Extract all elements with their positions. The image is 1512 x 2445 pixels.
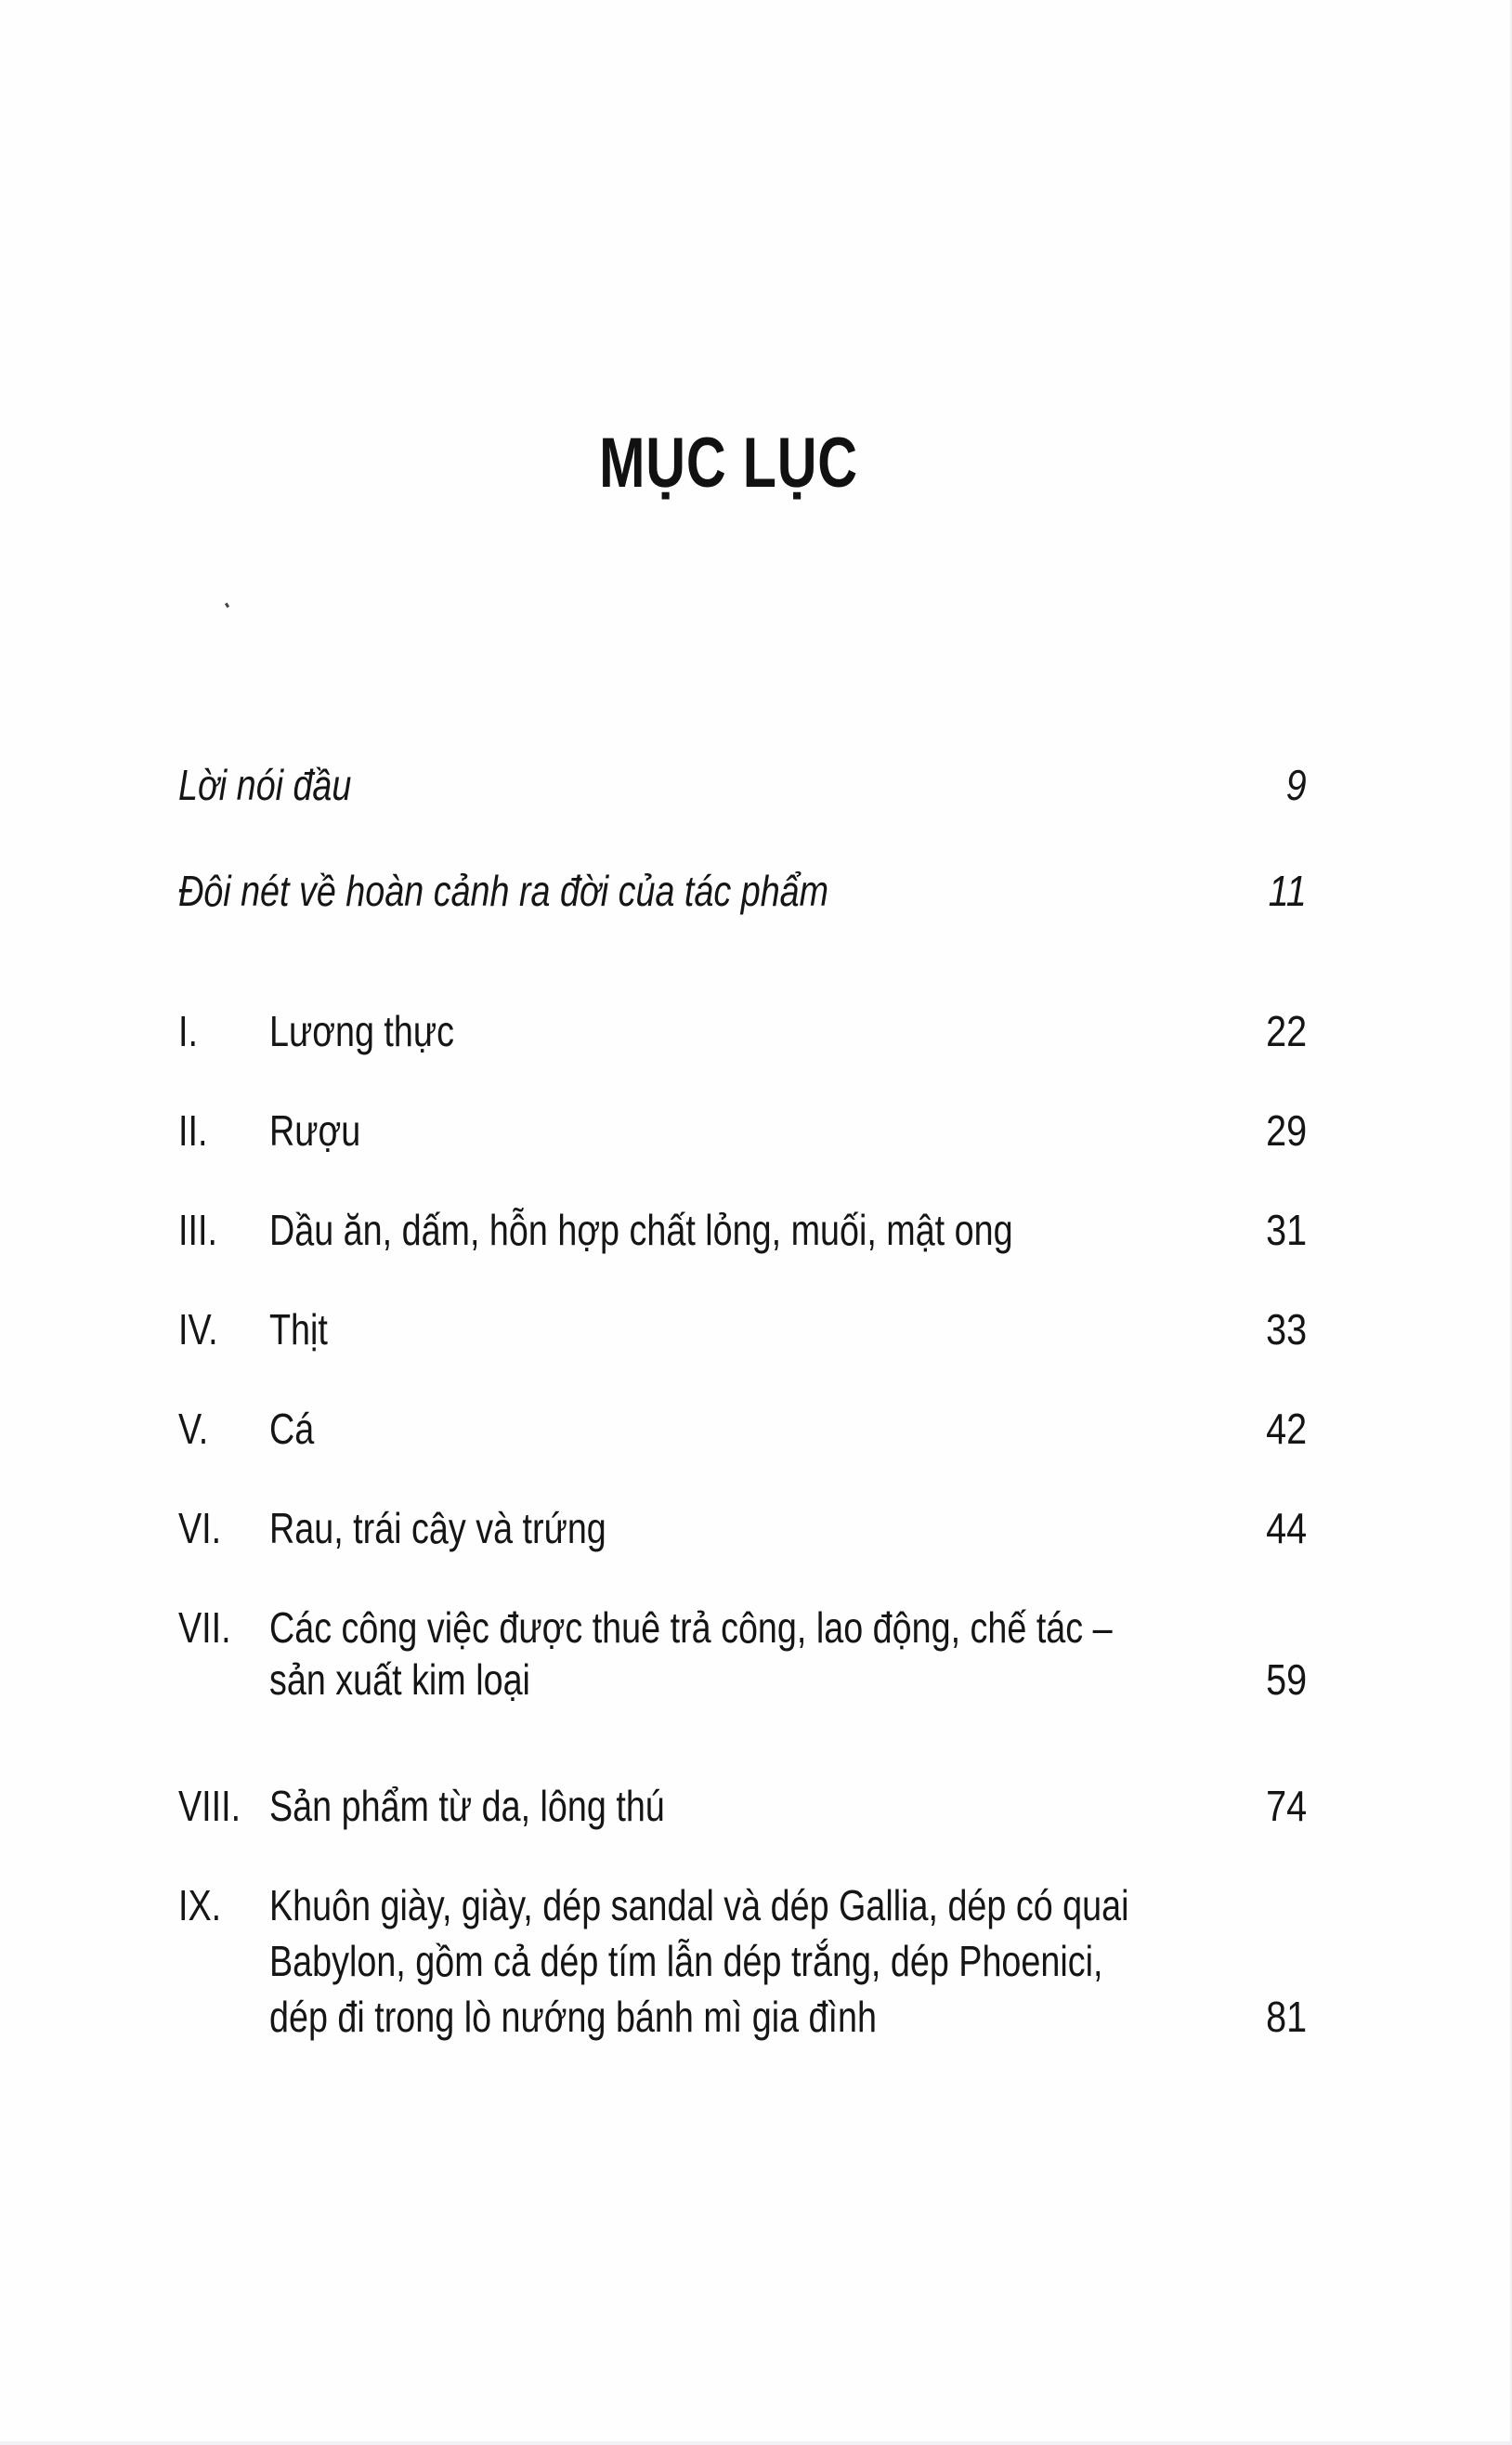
toc-entry-title: Đôi nét về hoàn cảnh ra đời của tác phẩm (178, 867, 829, 915)
chapter-title-line: Các công việc được thuê trả công, lao động, chế tác – (269, 1603, 1113, 1652)
toc-entry-page: 9 (1285, 761, 1307, 809)
chapter-page: 59 (1265, 1655, 1307, 1704)
chapter-number: VI. (178, 1504, 222, 1552)
chapter-page: 44 (1265, 1504, 1307, 1552)
chapter-number: VII. (178, 1603, 231, 1652)
page-title: MỤC LỤC (599, 424, 858, 503)
chapter-title (269, 1006, 1031, 1058)
chapter-page: 33 (1265, 1305, 1307, 1353)
chapter-title-line: Thịt (269, 1305, 328, 1353)
chapter-title-line: Khuôn giày, giày, dép sandal và dép Gallia, dép có quai (269, 1881, 1129, 1929)
chapter-title-line: sản xuất kim loại (269, 1655, 530, 1704)
chapter-number: II. (178, 1106, 208, 1155)
chapter-number: III. (178, 1206, 217, 1254)
chapter-title (269, 1880, 1129, 2047)
chapter-title (269, 1781, 1031, 1833)
chapter-number: IV. (178, 1305, 218, 1353)
chapter-number: I. (178, 1007, 198, 1055)
chapter-title-line: Lương thực (269, 1007, 454, 1055)
chapter-number: V. (178, 1405, 209, 1453)
page-bottom-edge (0, 2441, 1512, 2445)
chapter-page: 42 (1265, 1405, 1307, 1453)
toc-entry-page: 11 (1268, 867, 1307, 915)
chapter-page: 31 (1265, 1206, 1307, 1254)
chapter-page: 81 (1265, 1993, 1307, 2041)
chapter-page: 29 (1265, 1106, 1307, 1155)
toc-entry-title: Lời nói đầu (178, 761, 352, 809)
chapter-title (269, 1404, 1031, 1456)
chapter-title-line: dép đi trong lò nướng bánh mì gia đình (269, 1993, 877, 2041)
chapter-title-line: Rượu (269, 1106, 361, 1155)
chapter-title-line: Cá (269, 1405, 315, 1453)
chapter-title-line: Babylon, gồm cả dép tím lẫn dép trắng, dép Phoenici, (269, 1937, 1103, 1985)
chapter-title (269, 1205, 1031, 1257)
chapter-title (269, 1503, 1031, 1555)
chapter-title-line: Rau, trái cây và trứng (269, 1504, 606, 1552)
chapter-title-line: Sản phẩm từ da, lông thú (269, 1782, 665, 1830)
chapter-number: VIII. (178, 1782, 241, 1830)
chapter-title (269, 1602, 1113, 1706)
chapter-title (269, 1304, 1031, 1356)
chapter-page: 22 (1265, 1007, 1307, 1055)
chapter-title-line: Dầu ăn, dấm, hỗn hợp chất lỏng, muối, mật ong (269, 1206, 1013, 1254)
chapter-page: 74 (1265, 1782, 1307, 1830)
chapter-title (269, 1105, 1031, 1157)
chapter-number: IX. (178, 1881, 222, 1929)
